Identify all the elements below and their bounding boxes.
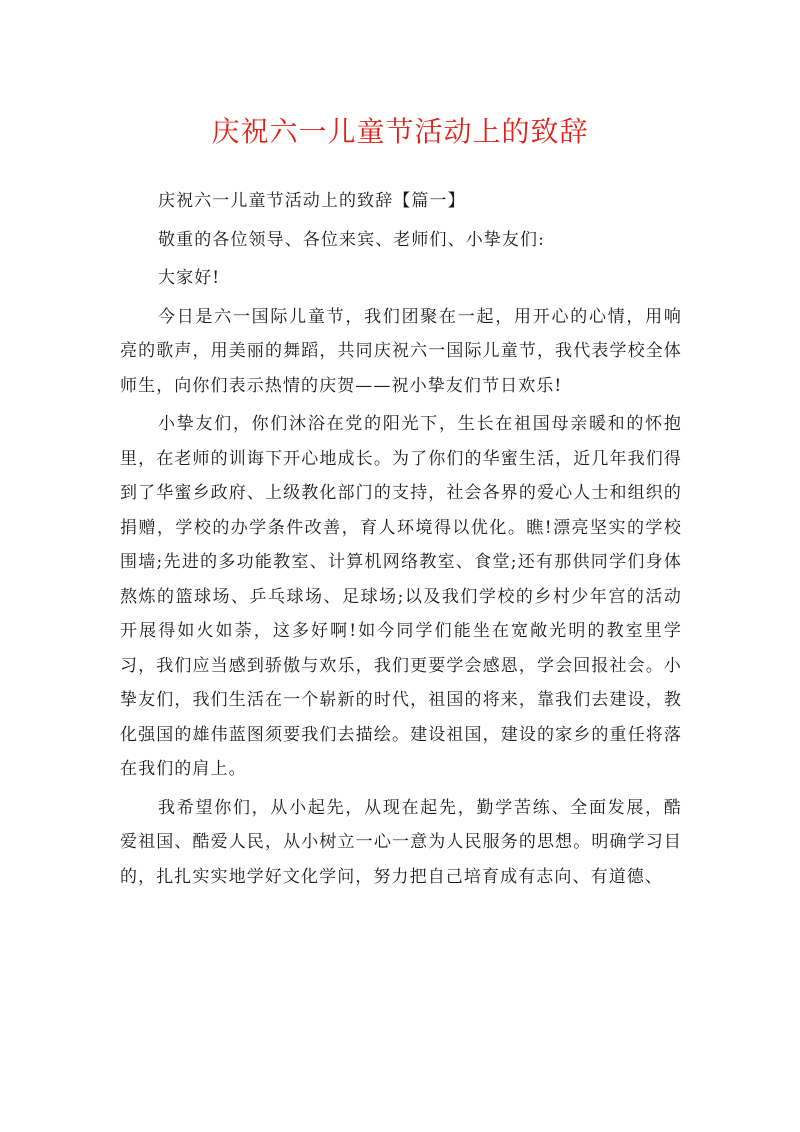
paragraph-salutation: 敬重的各位领导、各位来宾、老师们、小挚友们: bbox=[158, 229, 545, 250]
paragraph-greeting: 大家好! bbox=[158, 268, 221, 288]
paragraph-opening: 今日是六一国际儿童节，我们团聚在一起，用开心的心情，用响亮的歌声，用美丽的舞蹈，共同庆祝六一国际儿童节，我代表学校全体师生，向你们表示热情的庆贺——祝小挚友们节日欢乐! bbox=[120, 306, 682, 396]
document-body bbox=[120, 184, 682, 894]
paragraph-hope: 我希望你们，从小起先，从现在起先，勤学苦练、全面发展，酷爱祖国、酷爱人民，从小树立一心一意为人民服务的思想。明确学习目的，扎扎实实地学好文化学问，努力把自己培育成有志向、有道德、 bbox=[120, 797, 682, 887]
paragraph-main: 小挚友们，你们沐浴在党的阳光下，生长在祖国母亲暖和的怀抱里，在老师的训诲下开心地成长。为了你们的华蜜生活，近几年我们得到了华蜜乡政府、上级教化部门的支持，社会各界的爱心人士和组织的捐赠，学校的办学条件改善，育人环境得以优化。瞧!漂亮坚实的学校围墙;先进的多功能教室、计算机网络教室、食堂;还有那供同学们身体熬炼的篮球场、乒乓球场、足球场;以及我们学校的乡村少年宫的活动开展得如火如荼，这多好啊!如今同学们能坐在宽敞光明的教室里学习，我们应当感到骄傲与欢乐，我们更要学会感恩，学会回报社会。小挚友们，我们生活在一个崭新的时代，祖国的将来，靠我们去建设，教化强国的雄伟蓝图须要我们去描绘。建设祖国，建设的家乡的重任将落在我们的肩上。 bbox=[120, 414, 682, 779]
document-title: 庆祝六一儿童节活动上的致辞 bbox=[211, 115, 589, 148]
paragraph-heading: 庆祝六一儿童节活动上的致辞【篇一】 bbox=[158, 191, 466, 211]
